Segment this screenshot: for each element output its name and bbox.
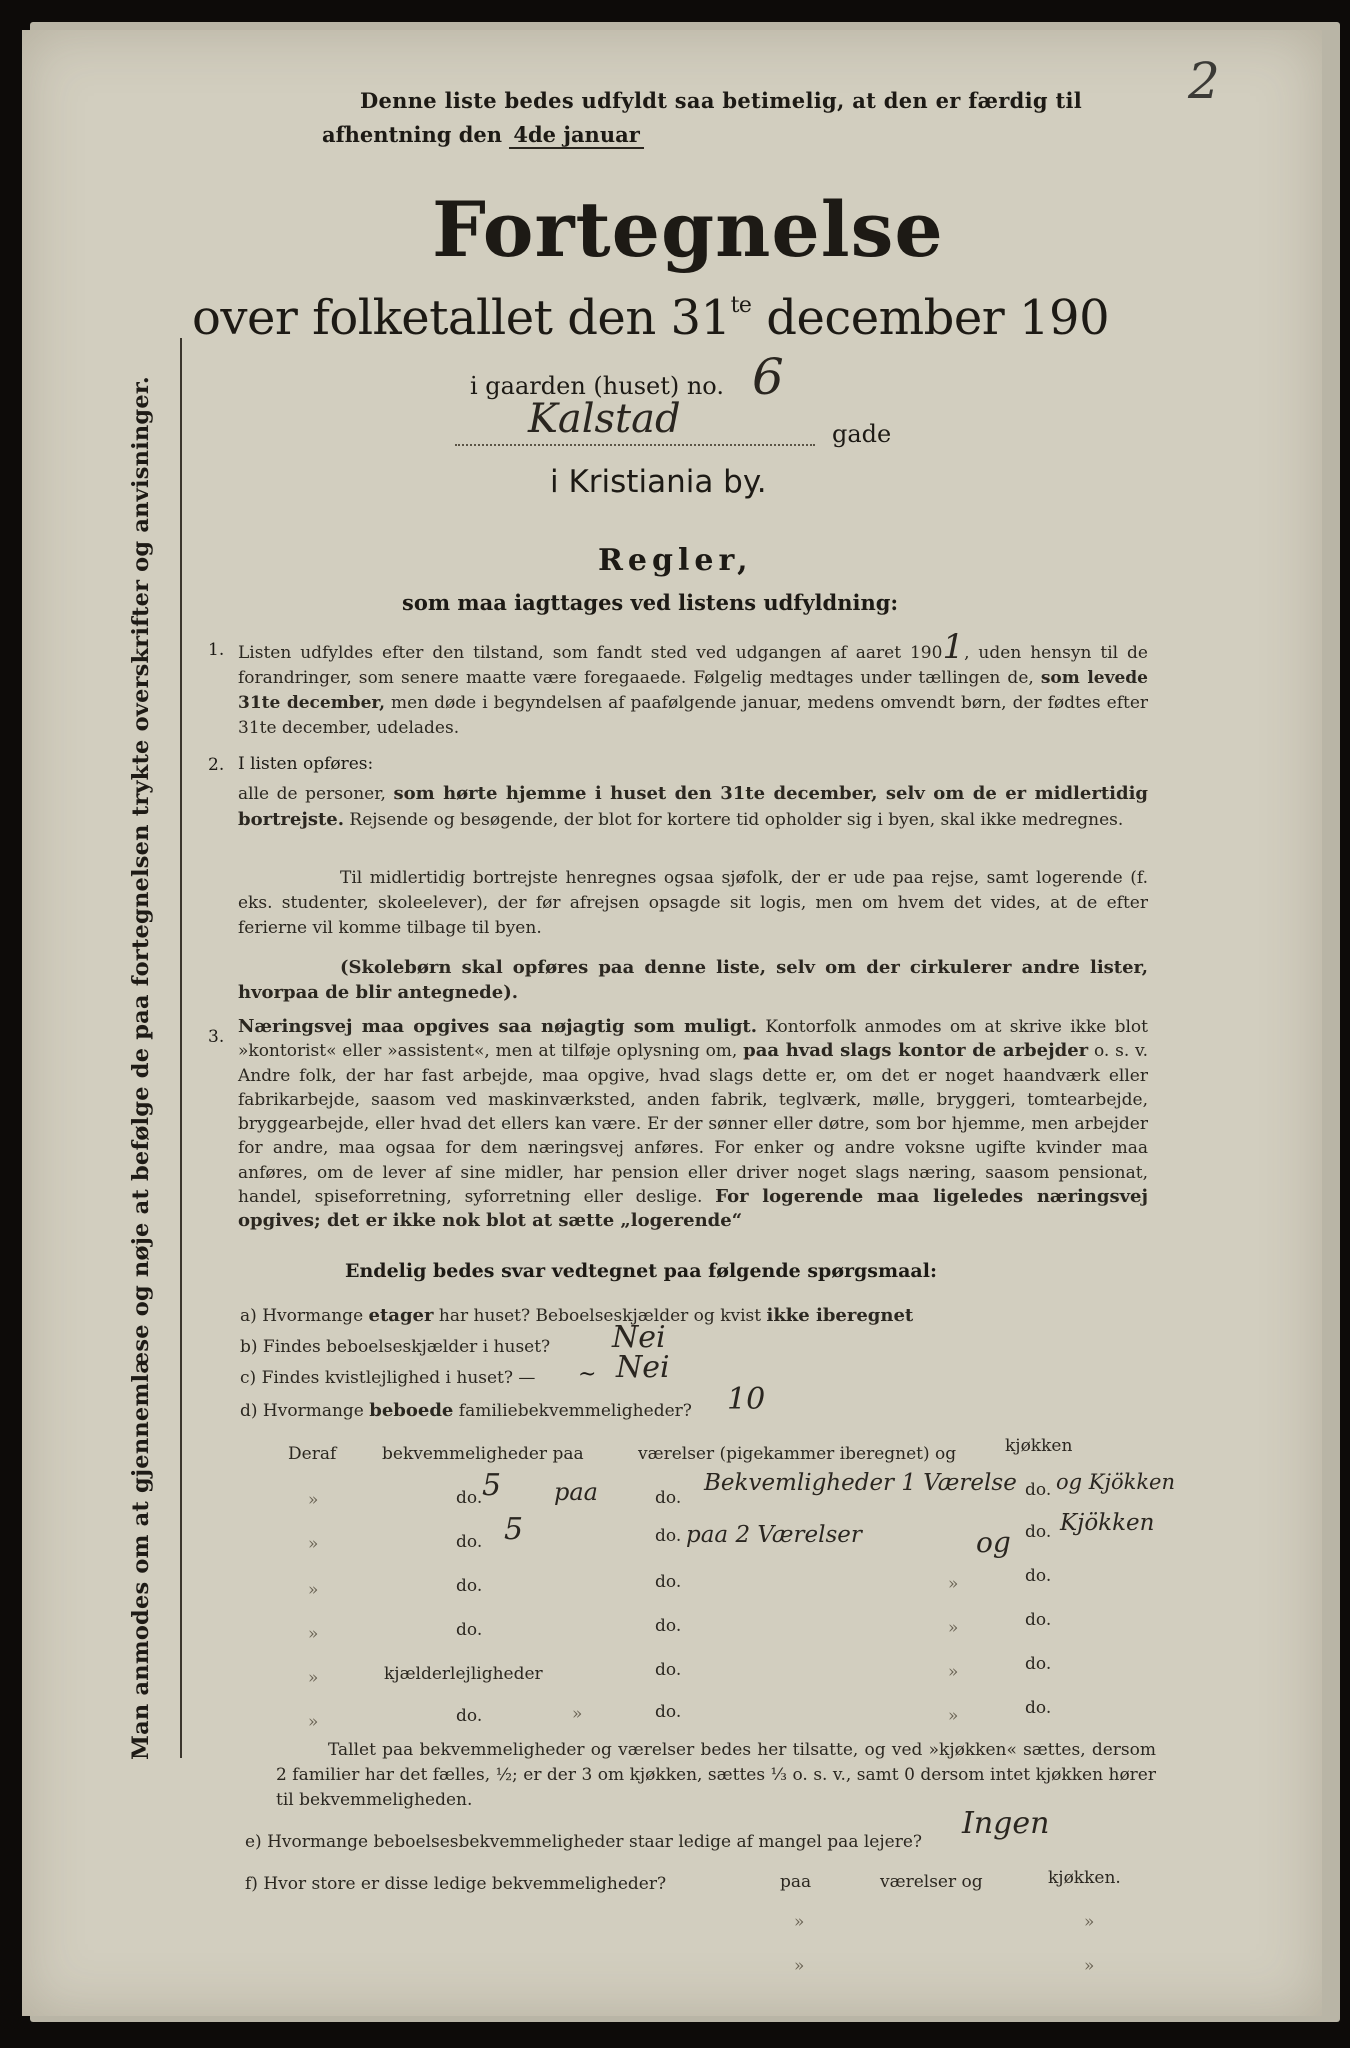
table-row-6-do-1: do.	[456, 1706, 483, 1726]
table-row-5-kjaelder: kjælderlejligheder	[384, 1664, 543, 1684]
question-c	[240, 1368, 535, 1388]
subtitle	[192, 290, 1109, 346]
question-d-text-1: Hvormange	[262, 1401, 364, 1421]
question-d-text-2: familiebekvemmeligheder?	[458, 1401, 692, 1421]
rule-3-bold-1: Næringsvej maa opgives saa nøjagtig som muligt.	[238, 1016, 758, 1037]
rule-3-bold-3: For logerende maa ligeledes næringsvej opgives; det er ikke nok blot at sætte „logerende“	[238, 1186, 1149, 1232]
notice-prefix: afhentning den	[322, 122, 503, 147]
table-row-2-ditto: »	[308, 1534, 319, 1554]
subtitle-prefix: over folketallet den 31	[192, 290, 731, 346]
street-name: Kalstad	[528, 396, 681, 442]
question-e	[245, 1832, 922, 1852]
table-row-4-do-1: do.	[456, 1620, 483, 1640]
table-row-6-do-3: do.	[1025, 1698, 1052, 1718]
rules-subheading: som maa iagttages ved listens udfyldning:	[402, 590, 899, 615]
question-a-bold-2: ikke iberegnet	[766, 1305, 914, 1326]
table-row-1-text: Bekvemligheder 1 Værelse	[704, 1470, 1017, 1496]
rule-2-intro: I listen opføres:	[238, 754, 374, 774]
street-suffix: gade	[832, 420, 892, 448]
rule-1-text	[238, 627, 1149, 741]
rule-1-part-c: men døde i begyndelsen af paafølgende januar, medens omvendt børn, der fødtes efter 31te december, udelades.	[238, 693, 1149, 738]
question-f-ditto-3: »	[794, 1956, 805, 1976]
side-instruction-note: Man anmodes om at gjennemlæse og nøje at befølge de paa fortegnelsen trykte overskrifter og anvisninger.	[128, 376, 154, 1760]
table-row-3-do-3: do.	[1025, 1566, 1052, 1586]
notice-date: 4de januar	[509, 122, 643, 149]
question-c-dash: ~	[578, 1362, 597, 1387]
question-c-text: Findes kvistlejlighed i huset? —	[261, 1368, 536, 1388]
table-row-2-num: 5	[504, 1512, 524, 1547]
page-title: Fortegnelse	[432, 185, 944, 274]
question-f-label: f)	[245, 1874, 258, 1894]
questions-intro: Endelig bedes svar vedtegnet paa følgende spørgsmaal:	[345, 1260, 937, 1282]
question-b-label: b)	[240, 1337, 258, 1357]
table-row-6-ditto-2: »	[572, 1704, 583, 1724]
question-f-paa: paa	[780, 1872, 812, 1892]
question-d	[240, 1400, 692, 1421]
question-a-text-2: har huset? Beboelseskjælder og kvist	[438, 1306, 762, 1326]
table-row-4-ditto: »	[308, 1624, 319, 1644]
table-row-5-ditto: »	[308, 1668, 319, 1688]
table-row-2-do-2: do.	[655, 1526, 682, 1546]
table-row-6-ditto: »	[308, 1712, 319, 1732]
question-d-label: d)	[240, 1401, 258, 1421]
table-row-5-do-2: do.	[655, 1660, 682, 1680]
notice-line-1: Denne liste bedes udfyldt saa betimelig, at den er færdig til	[360, 88, 1083, 113]
rule-2-paragraph-2: Til midlertidig bortrejste henregnes ogsaa sjøfolk, der er ude paa rejse, samt logerende (f. eks. studenter, skoleelever), der før afrejsen opsagde sit logis, men om hvem det vides, at de efter ferierne vil komme tilbage til byen.	[238, 868, 1148, 938]
rule-2-number: 2.	[208, 755, 225, 775]
question-f-text: Hvor store er disse ledige bekvemmeligheder?	[263, 1874, 667, 1894]
rule-1-part-a: Listen udfyldes efter den tilstand, som fandt sted ved udgangen af aaret 190	[238, 643, 943, 663]
rule-1-bold: som levede 31te december,	[238, 668, 1148, 713]
rule-2-text	[238, 781, 1148, 833]
street-dotted-line	[455, 442, 815, 446]
rule-2-part-a: alle de personer,	[238, 784, 386, 804]
table-row-1-do-3: do.	[1025, 1480, 1052, 1500]
question-d-answer: 10	[727, 1382, 766, 1417]
question-f-ditto-2: »	[1084, 1912, 1095, 1932]
rule-3-bold-2: paa hvad slags kontor de arbejder	[743, 1040, 1089, 1062]
table-header-vaer: værelser (pigekammer iberegnet) og	[638, 1444, 957, 1464]
question-e-answer: Ingen	[962, 1806, 1050, 1841]
house-number: 6	[752, 348, 784, 406]
table-row-6-ditto-3: »	[948, 1706, 959, 1726]
city-line: i Kristiania by.	[550, 464, 767, 500]
table-header-deraf: Deraf	[288, 1444, 337, 1464]
table-row-4-do-3: do.	[1025, 1610, 1052, 1630]
question-a-text-1: Hvormange	[262, 1306, 364, 1326]
question-e-label: e)	[245, 1832, 262, 1852]
table-header-bekv: bekvemmeligheder paa	[382, 1444, 584, 1464]
question-f-ditto-1: »	[794, 1912, 805, 1932]
table-header-kjok: kjøkken	[1005, 1436, 1073, 1456]
house-label: i gaarden (huset) no.	[470, 372, 724, 400]
rule-1-year-handwritten: 1	[942, 627, 965, 667]
table-row-2-do-3: do.	[1025, 1522, 1052, 1542]
question-f-ditto-4: »	[1084, 1956, 1095, 1976]
question-b-answer: Nei	[612, 1320, 666, 1355]
question-f	[245, 1874, 666, 1894]
rule-1-number: 1.	[208, 640, 225, 660]
table-row-5-do-3: do.	[1025, 1654, 1052, 1674]
table-row-3-do-1: do.	[456, 1576, 483, 1596]
table-row-2-do-1: do.	[456, 1532, 483, 1552]
table-row-1-kjokken: og Kjökken	[1056, 1470, 1176, 1494]
question-c-answer: Nei	[616, 1350, 670, 1385]
question-e-text: Hvormange beboelsesbekvemmeligheder staar ledige af mangel paa lejere?	[267, 1832, 922, 1852]
table-row-1-num: 5	[482, 1468, 502, 1503]
question-a	[240, 1305, 913, 1326]
rule-3-part-a: Kontorfolk anmodes om at skrive ikke blot »kontorist« eller »assistent«, men at tilføje oplysning om,	[238, 1017, 1149, 1062]
rule-2-paragraph-3: (Skolebørn skal opføres paa denne liste, selv om der cirkulerer andre lister, hvorpaa de blir antegnede).	[238, 957, 1148, 1003]
notice-line-2	[322, 122, 644, 147]
table-row-2-kjokken: Kjökken	[1060, 1510, 1155, 1536]
corner-page-number: 2	[1188, 52, 1220, 110]
question-d-bold: beboede	[369, 1400, 454, 1421]
table-row-1-ditto: »	[308, 1490, 319, 1510]
rule-2-bold: som hørte hjemme i huset den 31te december, selv om de er midlertidig bortrejste.	[238, 783, 1148, 830]
table-row-4-ditto-2: »	[948, 1618, 959, 1638]
footer-note: Tallet paa bekvemmeligheder og værelser bedes her tilsatte, og ved »kjøkken« sættes, dersom 2 familier har det fælles, ½; er der 3 om kjøkken, sættes ⅓ o. s. v., samt 0 dersom intet kjøkken hører til bekvemmeligheden.	[276, 1740, 1156, 1810]
rule-2-part-b: Rejsende og besøgende, der blot for kortere tid opholder sig i byen, skal ikke medregnes.	[349, 810, 1124, 830]
table-row-3-ditto: »	[308, 1580, 319, 1600]
question-c-label: c)	[240, 1368, 257, 1388]
table-row-3-ditto-2: »	[948, 1574, 959, 1594]
question-a-bold-1: etager	[368, 1305, 434, 1326]
table-row-2-og: og	[976, 1526, 1011, 1559]
rule-1-part-b: , uden hensyn til de forandringer, som senere maatte være foregaaede. Følgelig medtages under tællingen de,	[238, 643, 1148, 688]
table-row-4-do-2: do.	[655, 1616, 682, 1636]
table-row-2-text: paa 2 Værelser	[686, 1522, 862, 1548]
question-a-label: a)	[240, 1306, 257, 1326]
subtitle-suffix: december 190	[766, 290, 1110, 346]
table-row-3-do-2: do.	[655, 1572, 682, 1592]
question-f-vaer: værelser og	[880, 1872, 983, 1892]
table-row-1-do-1: do.	[456, 1488, 483, 1508]
table-row-1-do-2: do.	[655, 1488, 682, 1508]
question-f-kjok: kjøkken.	[1048, 1868, 1121, 1888]
rule-3-number: 3.	[208, 1027, 225, 1047]
question-b-text: Findes beboelseskjælder i huset?	[262, 1337, 551, 1357]
table-row-6-do-2: do.	[655, 1702, 682, 1722]
table-row-5-ditto-2: »	[948, 1662, 959, 1682]
question-b	[240, 1337, 550, 1357]
rule-3-part-b: o. s. v. Andre folk, der har fast arbejde, maa opgive, hvad slags dette er, om det er noget haandværk eller fabrikarbejde, saasom ved maskinværksted, anden fabrik, teglværk, mølle, bryggeri, tomtearbejde, bryggearbejde, eller hvad det ellers kan være. Er der sønner eller døtre, som bor hjemme, men arbejder for andre, maa ogsaa for dem næringsvej anføres. For enker og andre voksne ugifte kvinder maa anføres, om de lever af sine midler, har pension eller driver noget slags næring, saasom pensionat, handel, spiseforretning, syforretning eller deslige.	[238, 1041, 1149, 1208]
subtitle-sup: te	[730, 293, 752, 318]
rule-3-text	[238, 1015, 1148, 1234]
rules-heading: Regler,	[598, 543, 753, 578]
table-row-1-paa: paa	[554, 1478, 598, 1506]
side-rule	[180, 338, 182, 1758]
